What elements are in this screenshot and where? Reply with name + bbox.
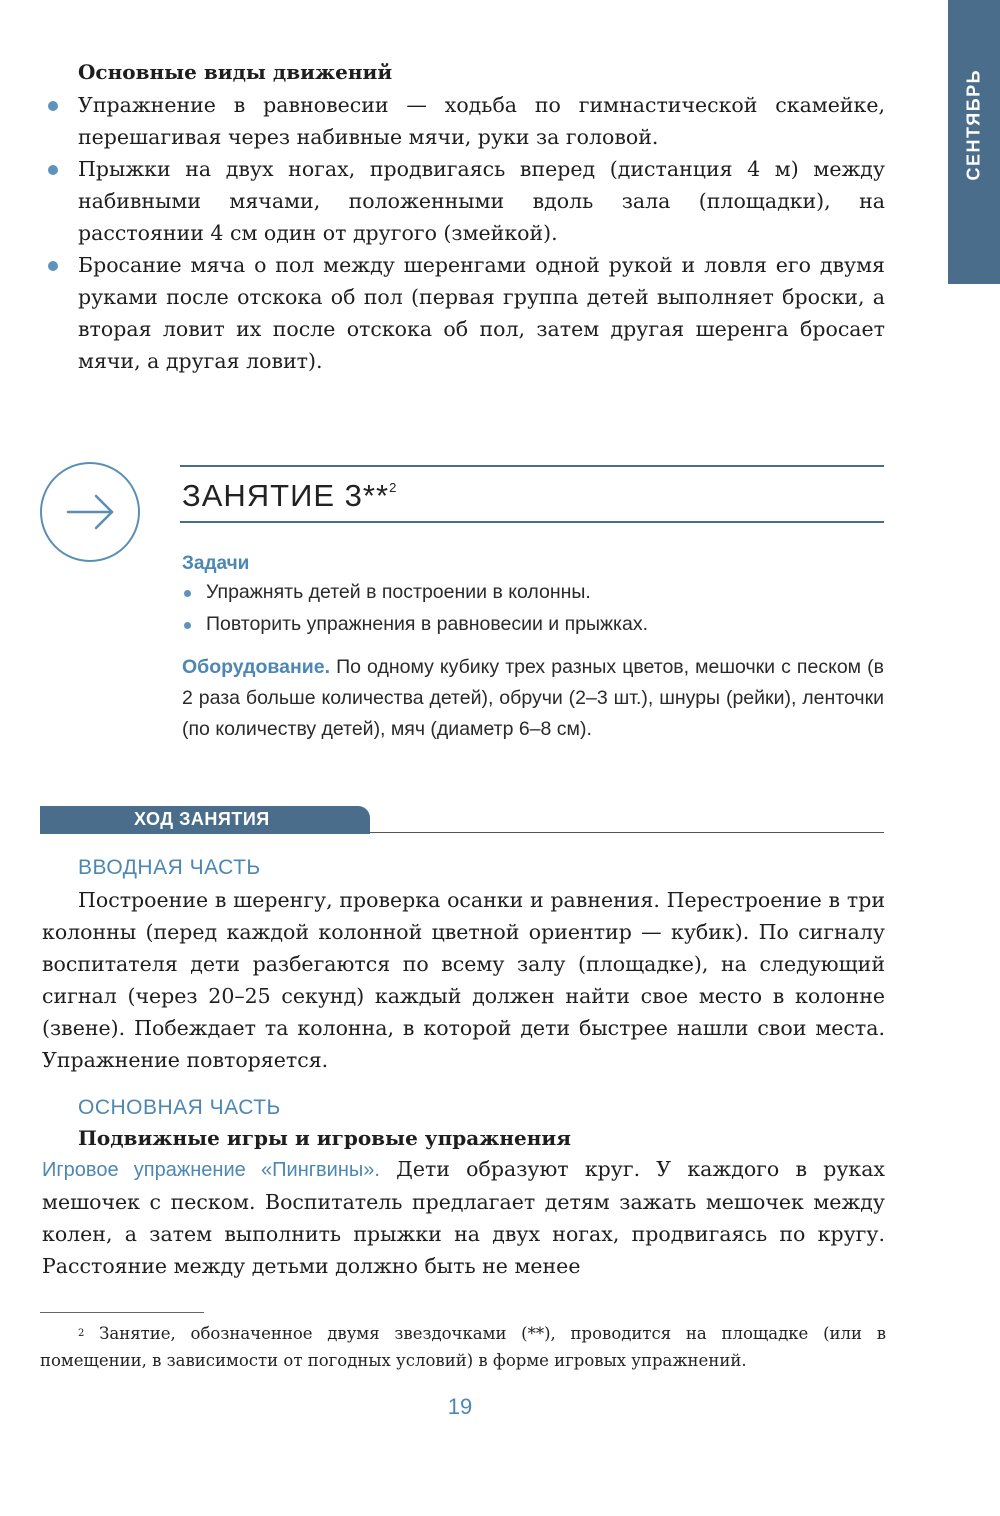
- bullet-icon: [184, 622, 191, 629]
- bullet-icon: [48, 261, 58, 271]
- bullet-icon: [48, 165, 58, 175]
- title-rule-top: [180, 465, 884, 467]
- intro-heading: ВВОДНАЯ ЧАСТЬ: [78, 856, 261, 879]
- movements-heading: Основные виды движений: [78, 60, 393, 84]
- footnote: $^2$ Занятие, обозначенное двумя звездочками (**), проводится на площадке (или в помещении, в зависимости от погодных условий) в форме игровых упражнений.: [40, 1324, 887, 1370]
- games-heading: Подвижные игры и игровые упражнения: [78, 1126, 571, 1150]
- intro-paragraph: Построение в шеренгу, проверка осанки и равнения. Перестроение в три колонны (перед каждой колонной цветной ориентир — кубик). По сигналу воспитателя дети разбегаются по всему залу (площадке), на следующий сигнал (через 20–25 секунд) каждый должен найти свое место в колонне (звене). Побеждает та колонна, в которой дети быстрее нашли свои места. Упражнение повторяется.: [42, 888, 885, 1072]
- tasks-heading: Задачи: [182, 553, 250, 574]
- arrow-right-icon: [40, 462, 140, 562]
- side-tab-label: СЕНТЯБРЬ: [963, 68, 984, 181]
- equipment-paragraph: Оборудование. По одному кубику трех разных цветов, мешочки с песком (в 2 раза больше количества детей), обручи (2–3 шт.), шнуры (рейки), ленточки (по количеству детей), мяч (диаметр 6–8 см).: [182, 656, 884, 740]
- footnote-rule: [40, 1312, 204, 1313]
- list-item: Бросание мяча о пол между шеренгами одной рукой и ловля его двумя руками после отскока об пол (первая группа детей выполняет броски, а вторая ловит их после отскока об пол, затем другая шеренга бросает мячи, а другая ловит).: [42, 249, 885, 377]
- page-number: 19: [447, 1394, 473, 1419]
- list-item: Упражнение в равновесии — ходьба по гимнастической скамейке, перешагивая через набивные мячи, руки за головой.: [42, 89, 885, 153]
- game-paragraph: Игровое упражнение «Пингвины». Дети образуют круг. У каждого в руках мешочек с песком. Воспитатель предлагает детям зажать мешочек между колен, а затем выполнить прыжки на двух ногах, продвигаясь по кругу. Расстояние между детьми должно быть не менее: [42, 1157, 885, 1278]
- bullet-icon: [184, 590, 191, 597]
- movements-list: [42, 89, 885, 377]
- main-heading: ОСНОВНАЯ ЧАСТЬ: [78, 1096, 281, 1119]
- lesson-title: ЗАНЯТИЕ 3**$^2$: [182, 478, 398, 513]
- list-item: Упражнять детей в построении в колонны.: [182, 577, 884, 608]
- list-item: Повторить упражнения в равновесии и прыжках.: [182, 609, 884, 640]
- title-rule-bottom: [180, 521, 884, 523]
- course-banner: ХОД ЗАНЯТИЯ: [40, 806, 370, 834]
- tasks-list: [182, 577, 884, 640]
- list-item: Прыжки на двух ногах, продвигаясь вперед (дистанция 4 м) между набивными мячами, положенными вдоль зала (площадки), на расстоянии 4 см один от другого (змейкой).: [42, 153, 885, 249]
- banner-rule: [370, 832, 884, 833]
- bullet-icon: [48, 101, 58, 111]
